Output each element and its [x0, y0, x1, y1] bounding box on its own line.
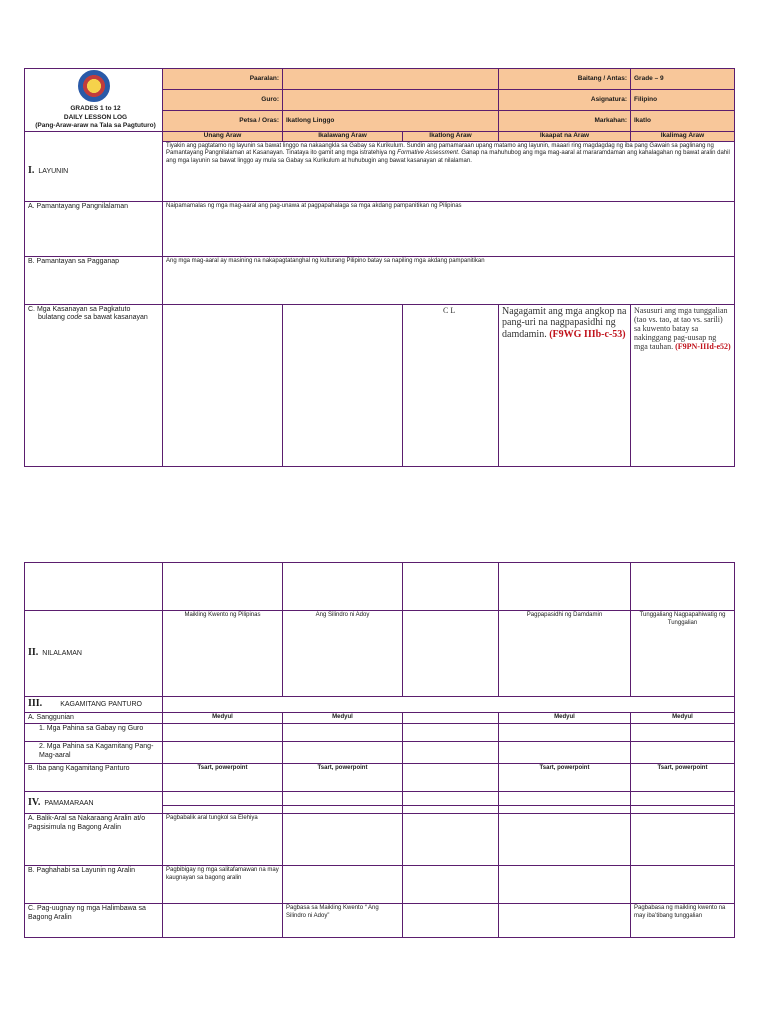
balik-aral-day-1: Pagbabalik aral tungkol sa Elehiya: [163, 814, 283, 866]
nilalaman-day-5: Tunggaliang Nagpapahiwatig ng Tunggalian: [631, 611, 735, 697]
balik-aral-day-4: [499, 814, 631, 866]
paaralan-value: [283, 69, 499, 90]
layunin-label-cell: [25, 141, 163, 201]
section-4-title: PAMAMARAAN: [44, 799, 94, 807]
kasanayan-day-3: C L: [403, 304, 499, 466]
pam-a-3: [403, 792, 499, 806]
nilalaman-day-3: [403, 611, 499, 697]
day-header-4: Ikaapat na Araw: [499, 132, 631, 141]
day-header-1: Unang Araw: [163, 132, 283, 141]
kagamitang-mag-aaral-label: 2. Mga Pahina sa Kagamitang Pang-Mag-aaral: [25, 742, 163, 764]
pamantayan-pagganap-text: Ang mga mag-aaral ay masining na nakapagtatanghal ng kulturang Pilipino batay sa napiling mga akdang pampanitikan: [163, 256, 735, 304]
markahan-label: Markahan:: [499, 111, 631, 132]
pam-a-4: [499, 792, 631, 806]
header-table: [24, 68, 735, 132]
markahan-value: Ikatlo: [631, 111, 735, 132]
gabay-guro-1: [163, 724, 283, 742]
pag-uugnay-day-2: Pagbasa sa Maikling Kwento “ Ang Silindro ni Adoy”: [283, 904, 403, 938]
pam-a-1: [163, 792, 283, 806]
gabay-guro-label: 1. Mga Pahina sa Gabay ng Guro: [25, 724, 163, 742]
kagamitan-label-cell: [25, 697, 163, 713]
days-corner: [25, 132, 163, 141]
layunin-text-italic: Formative Assessment: [397, 150, 458, 157]
kasanayan-day-5-code: (F9PN-IIId-e52): [675, 342, 731, 352]
iba-kagamitan-day-4: Tsart, powerpoint: [499, 764, 631, 792]
pag-uugnay-day-5: Pagbabasa ng maikling kwento na may iba’tibang tunggalian: [631, 904, 735, 938]
gabay-guro-2: [283, 724, 403, 742]
iba-kagamitan-day-1: Tsart, powerpoint: [163, 764, 283, 792]
nilalaman-day-2: Ang Silindro ni Adoy: [283, 611, 403, 697]
lesson-log-page-1: [24, 68, 734, 467]
layunin-description: [163, 141, 735, 201]
baitang-value: Grade – 9: [631, 69, 735, 90]
pag-uugnay-label: C. Pag-uugnay ng mga Halimbawa sa Bagong Aralin: [25, 904, 163, 938]
pam-a-5: [631, 792, 735, 806]
guro-value: [283, 90, 499, 111]
kasanayan-day-4: Nagagamit ang mga angkop na pang-uri na nagpapasidhi ng damdamin. (F9WG IIIb-c-53): [499, 304, 631, 466]
kagamitan-span: [163, 697, 735, 713]
kasanayan-day-1: [163, 304, 283, 466]
pamamaraan-label-cell: [25, 792, 163, 814]
paghahabi-label: B. Paghahabi sa Layunin ng Aralin: [25, 866, 163, 904]
lesson-log-page-2: [24, 562, 734, 938]
nilalaman-day-1: Maikling Kwento ng Pilipinas: [163, 611, 283, 697]
day-header-3: Ikatlong Araw: [403, 132, 499, 141]
balik-aral-label: A. Balik-Aral sa Nakaraang Aralin at/o Pagsisimula ng Bagong Aralin: [25, 814, 163, 866]
iba-kagamitan-day-5: Tsart, powerpoint: [631, 764, 735, 792]
section-2-title: NILALAMAN: [42, 650, 82, 658]
day-header-5: Ikalimag Araw: [631, 132, 735, 141]
balik-aral-day-3: [403, 814, 499, 866]
sanggunian-day-4: Medyul: [499, 712, 631, 724]
paaralan-label: Paaralan:: [163, 69, 283, 90]
sanggunian-day-1: Medyul: [163, 712, 283, 724]
mag-aaral-4: [499, 742, 631, 764]
sanggunian-day-2: Medyul: [283, 712, 403, 724]
blank-top-5: [631, 563, 735, 611]
nilalaman-table: [24, 562, 735, 938]
pam-b-3: [403, 806, 499, 814]
pamantayang-pangnilalaman-text: Naipamamalas ng mga mag-aaral ang pag-unawa at pagpapahalaga sa mga akdang pampanitikan ng Pilipinas: [163, 201, 735, 256]
kasanayan-day-5: Nasusuri ang mga tunggalian (tao vs. tao, at tao vs. sarili) sa kuwento batay sa nakinggang pag-uusap ng mga tauhan. (F9PN-IIId-e52): [631, 304, 735, 466]
school-logo-block: [25, 69, 163, 132]
baitang-label: Baitang / Antas:: [499, 69, 631, 90]
log-label: DAILY LESSON LOG: [63, 113, 128, 121]
sanggunian-day-5: Medyul: [631, 712, 735, 724]
section-2-number: II.: [28, 647, 39, 659]
kasanayan-day-2: [283, 304, 403, 466]
petsa-label: Petsa / Oras:: [163, 111, 283, 132]
section-1-title: LAYUNIN: [38, 167, 69, 175]
balik-aral-day-5: [631, 814, 735, 866]
log-title: [35, 105, 156, 130]
mag-aaral-3: [403, 742, 499, 764]
mag-aaral-1: [163, 742, 283, 764]
petsa-value: Ikatlong Linggo: [283, 111, 499, 132]
pamantayang-pangnilalaman-label: A. Pamantayang Pangnilalaman: [25, 201, 163, 256]
section-1-number: I.: [28, 164, 35, 176]
log-subtitle: (Pang-Araw-araw na Tala sa Pagtuturo): [35, 122, 156, 129]
blank-top-4: [499, 563, 631, 611]
deped-seal-icon: [78, 70, 110, 102]
kasanayan-sub: bulatang code sa bawat kasanayan: [38, 314, 148, 322]
nilalaman-day-4: Pagpapasidhi ng Damdamin: [499, 611, 631, 697]
asignatura-value: Filipino: [631, 90, 735, 111]
pamantayan-pagganap-label: B. Pamantayan sa Pagganap: [25, 256, 163, 304]
grades-label: GRADES 1 to 12: [70, 105, 121, 113]
pag-uugnay-day-3: [403, 904, 499, 938]
layunin-text-b: . Ganap na mahuhubog ang mga mag-aaral at mararamdaman ang kahalagahan ng bawat aralin dahil ang mga layunin sa bawat linggo ay mula sa Gabay sa Kurikulum at huhubugin ang bawat kasanayan at nilalaman.: [166, 150, 730, 164]
pam-b-1: [163, 806, 283, 814]
kasanayan-day-4-code: (F9WG IIIb-c-53): [549, 328, 626, 340]
pam-b-4: [499, 806, 631, 814]
blank-top-3: [403, 563, 499, 611]
blank-top-1: [163, 563, 283, 611]
section-3-number: III.: [28, 698, 43, 709]
iba-kagamitan-day-3: [403, 764, 499, 792]
layunin-table: [24, 131, 735, 466]
gabay-guro-4: [499, 724, 631, 742]
nilalaman-label-cell: [25, 611, 163, 697]
sanggunian-label: A. Sanggunian: [25, 712, 163, 724]
iba-pang-kagamitan-label: B. Iba pang Kagamitang Panturo: [25, 764, 163, 792]
sanggunian-day-3: [403, 712, 499, 724]
asignatura-label: Asignatura:: [499, 90, 631, 111]
paghahabi-day-2: [283, 866, 403, 904]
blank-top-label: [25, 563, 163, 611]
pag-uugnay-day-1: [163, 904, 283, 938]
day-header-2: Ikalawang Araw: [283, 132, 403, 141]
mag-aaral-5: [631, 742, 735, 764]
kasanayan-label: C. Mga Kasanayan sa Pagkatuto: [28, 305, 131, 313]
gabay-guro-3: [403, 724, 499, 742]
balik-aral-day-2: [283, 814, 403, 866]
section-4-number: IV.: [28, 796, 41, 808]
guro-label: Guro:: [163, 90, 283, 111]
paghahabi-day-1: Pagbibigay ng mga salitafamawan na may kaugnayan sa bagong aralin: [163, 866, 283, 904]
kasanayan-label-cell: [25, 304, 163, 466]
section-3-title: KAGAMITANG PANTURO: [60, 701, 142, 708]
paghahabi-day-3: [403, 866, 499, 904]
blank-top-2: [283, 563, 403, 611]
pam-b-5: [631, 806, 735, 814]
pam-b-2: [283, 806, 403, 814]
layunin-text-a: Tiyakin ang pagtatamo ng layunin sa bawat linggo na nakaangkla sa Gabay sa Kurikulum. Sundin ang pamamaraan upang matamo ang layunin, maaari ring magdagdag ng iba pang Gawain sa paglinang ng Pamantayang Pangnilalaman at Kasanayan. Tinataya ito gamit ang mga istratehiya ng: [166, 142, 714, 157]
pag-uugnay-day-4: [499, 904, 631, 938]
pam-a-2: [283, 792, 403, 806]
paghahabi-day-4: [499, 866, 631, 904]
paghahabi-day-5: [631, 866, 735, 904]
gabay-guro-5: [631, 724, 735, 742]
mag-aaral-2: [283, 742, 403, 764]
iba-kagamitan-day-2: Tsart, powerpoint: [283, 764, 403, 792]
